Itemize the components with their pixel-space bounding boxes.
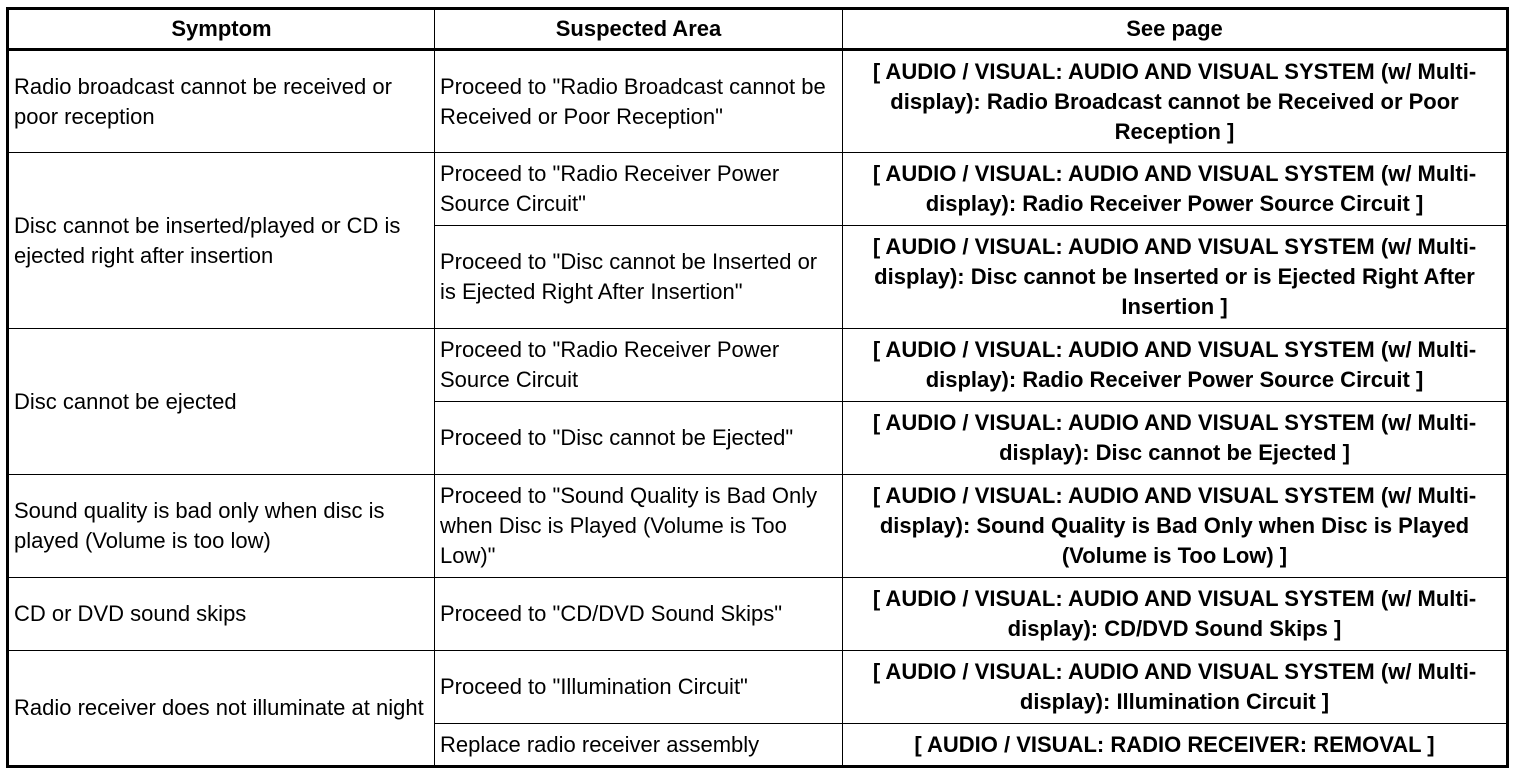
symptom-cell: Disc cannot be inserted/played or CD is ejected right after insertion — [8, 153, 435, 329]
see-page-link[interactable]: [ AUDIO / VISUAL: AUDIO AND VISUAL SYSTEM (w/ Multi-display): Radio Receiver Power Source Circuit ] — [843, 153, 1508, 226]
symptom-cell: CD or DVD sound skips — [8, 578, 435, 651]
troubleshooting-table — [6, 7, 1509, 768]
header-row — [8, 9, 1508, 50]
table-row — [8, 329, 1508, 402]
suspected-area-cell: Proceed to "Radio Broadcast cannot be Received or Poor Reception" — [435, 50, 843, 153]
table-row — [8, 50, 1508, 153]
table-row — [8, 475, 1508, 578]
see-page-link[interactable]: [ AUDIO / VISUAL: AUDIO AND VISUAL SYSTEM (w/ Multi-display): Disc cannot be Ejected ] — [843, 402, 1508, 475]
table-row — [8, 578, 1508, 651]
header-see-page: See page — [843, 9, 1508, 50]
suspected-area-cell: Proceed to "Sound Quality is Bad Only when Disc is Played (Volume is Too Low)" — [435, 475, 843, 578]
symptom-cell: Sound quality is bad only when disc is played (Volume is too low) — [8, 475, 435, 578]
see-page-link[interactable]: [ AUDIO / VISUAL: RADIO RECEIVER: REMOVAL ] — [843, 724, 1508, 767]
see-page-link[interactable]: [ AUDIO / VISUAL: AUDIO AND VISUAL SYSTEM (w/ Multi-display): Radio Broadcast cannot be Received or Poor Reception ] — [843, 50, 1508, 153]
see-page-link[interactable]: [ AUDIO / VISUAL: AUDIO AND VISUAL SYSTEM (w/ Multi-display): Sound Quality is Bad Only when Disc is Played (Volume is Too Low) ] — [843, 475, 1508, 578]
symptom-cell: Radio broadcast cannot be received or poor reception — [8, 50, 435, 153]
suspected-area-cell: Proceed to "CD/DVD Sound Skips" — [435, 578, 843, 651]
table-header — [8, 9, 1508, 50]
table-row — [8, 651, 1508, 724]
suspected-area-cell: Proceed to "Radio Receiver Power Source Circuit" — [435, 153, 843, 226]
suspected-area-cell: Proceed to "Disc cannot be Ejected" — [435, 402, 843, 475]
header-symptom: Symptom — [8, 9, 435, 50]
table-row — [8, 153, 1508, 226]
table-body — [8, 50, 1508, 767]
header-suspected-area: Suspected Area — [435, 9, 843, 50]
symptom-cell: Disc cannot be ejected — [8, 329, 435, 475]
suspected-area-cell: Proceed to "Disc cannot be Inserted or is Ejected Right After Insertion" — [435, 226, 843, 329]
suspected-area-cell: Proceed to "Illumination Circuit" — [435, 651, 843, 724]
suspected-area-cell: Replace radio receiver assembly — [435, 724, 843, 767]
suspected-area-cell: Proceed to "Radio Receiver Power Source Circuit — [435, 329, 843, 402]
see-page-link[interactable]: [ AUDIO / VISUAL: AUDIO AND VISUAL SYSTEM (w/ Multi-display): Radio Receiver Power Source Circuit ] — [843, 329, 1508, 402]
symptom-cell: Radio receiver does not illuminate at night — [8, 651, 435, 767]
see-page-link[interactable]: [ AUDIO / VISUAL: AUDIO AND VISUAL SYSTEM (w/ Multi-display): Disc cannot be Inserted or is Ejected Right After Insertion ] — [843, 226, 1508, 329]
see-page-link[interactable]: [ AUDIO / VISUAL: AUDIO AND VISUAL SYSTEM (w/ Multi-display): Illumination Circuit ] — [843, 651, 1508, 724]
see-page-link[interactable]: [ AUDIO / VISUAL: AUDIO AND VISUAL SYSTEM (w/ Multi-display): CD/DVD Sound Skips ] — [843, 578, 1508, 651]
